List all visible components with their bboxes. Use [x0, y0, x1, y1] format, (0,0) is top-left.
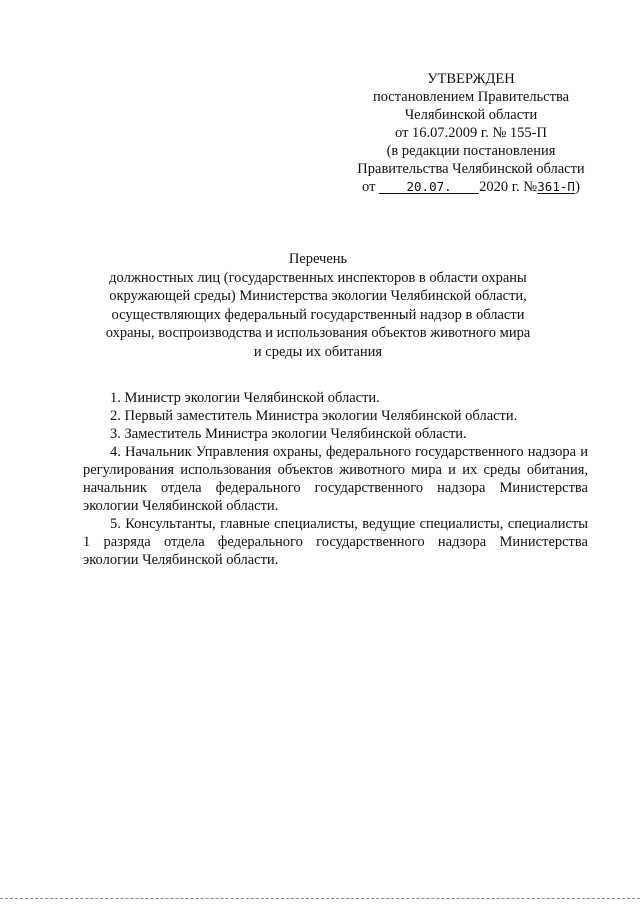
document-heading: [96, 250, 540, 361]
approval-line-1: постановлением Правительства: [372, 89, 570, 105]
list-item: 2. Первый заместитель Министра экологии Челябинской области.: [110, 408, 518, 424]
date-prefix: от: [362, 179, 376, 195]
approval-title: УТВЕРЖДЕН: [427, 71, 515, 87]
heading-line: окружающей среды) Министерства экологии Челябинской области,: [109, 288, 527, 304]
year-text: 2020 г. №: [479, 179, 538, 195]
heading-line: должностных лиц (государственных инспекторов в области охраны: [109, 269, 527, 286]
heading-line: охраны, воспроизводства и использования объектов животного мира: [105, 325, 531, 341]
close-paren: ): [575, 179, 580, 195]
redaction-date-line: [336, 178, 606, 196]
heading-title: Перечень: [288, 251, 348, 267]
heading-line: осуществляющих федеральный государственный надзор в области: [111, 306, 525, 323]
list-item: 1. Министр экологии Челябинской области.: [110, 390, 380, 406]
approval-stamp: [336, 70, 606, 196]
approval-line-4: (в редакции постановления: [386, 143, 556, 159]
page-bottom-rule: [0, 898, 640, 901]
list-item: 4. Начальник Управления охраны, федерального государственного надзора и регулирования использования объектов животного мира и их среды обитания, начальник отдела федерального государственного надзора Министерства экологии Челябинской области.: [83, 444, 588, 514]
heading-line: и среды их обитания: [253, 343, 383, 360]
list-item: 5. Консультанты, главные специалисты, ведущие специалисты, специалисты 1 разряда отдела федерального государственного надзора Министерства экологии Челябинской области.: [83, 516, 588, 568]
approval-line-5: Правительства Челябинской области: [357, 161, 585, 177]
approval-line-3: от 16.07.2009 г. № 155-П: [395, 125, 547, 141]
approval-line-2: Челябинской области: [404, 107, 538, 123]
officials-list: [83, 389, 588, 569]
date-field: 20.07.: [379, 180, 479, 194]
list-item: 3. Заместитель Министра экологии Челябинской области.: [110, 426, 467, 442]
number-field: 361-П: [537, 179, 575, 194]
